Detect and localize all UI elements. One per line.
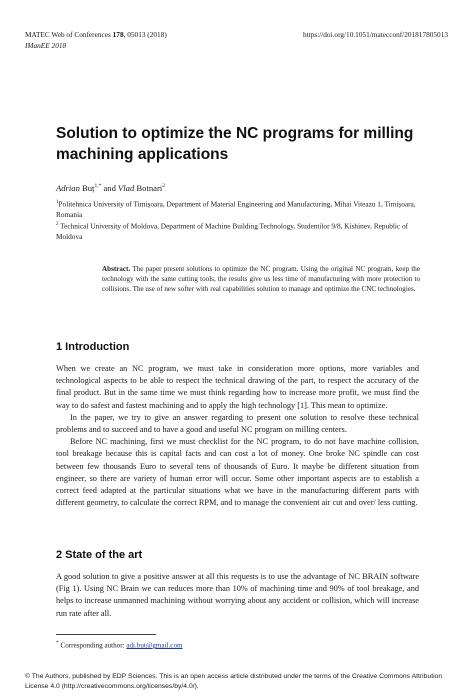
journal-header: [25, 30, 167, 51]
author2-affiliation-marker: 2: [162, 183, 165, 189]
affiliation-1: [56, 198, 426, 220]
journal-citation: [25, 30, 167, 41]
author1-last-name: Buț: [79, 182, 95, 193]
section-2-heading: 2 State of the art: [56, 549, 143, 561]
license-notice: © The Authors, published by EDP Sciences. This is an open access article distributed under the terms of the Creative Commons Attribution License 4.0 (http://creativecommons.org/licenses/by/4.0/).: [25, 673, 443, 690]
author2-first-name: Vlad: [118, 182, 135, 193]
abstract: [102, 264, 420, 294]
section-2-body: [56, 571, 419, 620]
affiliation-2-text: Technical University of Moldova, Department of Machine Building Technology, Studentilor 9/8, Kishinev, Republic of Moldova: [56, 221, 409, 241]
section-1-paragraph: In the paper, we try to give an answer regarding to present one solution to resolve these technical problems and to succeed and to have a good and useful NC program on milling centers.: [56, 412, 419, 435]
author-email-link[interactable]: adi.but@gmail.com: [126, 641, 183, 650]
corresponding-author-footnote: [56, 638, 183, 650]
section-1-body: [56, 363, 419, 509]
abstract-text: The paper present solutions to optimize the NC program. Using the original NC program, keep the technology with the same cutting tools, the results give us less time of manufacturing with more protection to collisions. The use of new softer with real capabilities solution to manage and optimize the CNC technologies.: [102, 265, 420, 294]
affiliation-2-marker: 2: [56, 222, 59, 227]
doi-link[interactable]: https://doi.org/10.1051/matecconf/201817805013: [303, 30, 448, 39]
section-2-paragraph: A good solution to give a positive answer at all this requests is to use the advantage of NC BRAIN software (Fig 1). Using NC Brain we can reduces more than 10% of machining time and 90% of tool breakage, and helps to increase unmanned machining without worrying about any accident or collision, which will increase run rate after all.: [56, 572, 419, 618]
author2-last-name: Botnari: [134, 182, 163, 193]
author-line: [56, 181, 165, 194]
journal-article-number: , 05013 (2018): [123, 30, 167, 39]
affiliation-1-marker: 1: [56, 200, 59, 205]
author-conjunction: and: [101, 182, 119, 193]
footnote-divider: [56, 634, 156, 635]
abstract-label: Abstract.: [102, 265, 131, 273]
section-1-paragraph: Before NC machining, first we must checklist for the NC program, to do not have machine collision, tool breakage because this is capital facts and can cost a lot of money. One broke NC spindle can cost between few thousands Euro to several tens of thousands of Euro. It maybe be different situation from engineer, so there are variety of human error will occur. Some other important aspects are to establish a correct feed adapted at the particular situations what we have in the manufacturing different parts with different geometry, to calculate the correct RPM, and to manage the convenient air cut and over/ less cutting.: [56, 437, 419, 508]
conference-name: IManEE 2018: [25, 40, 67, 50]
footnote-label: Corresponding author:: [58, 641, 127, 650]
affiliation-1-text: Politehnica University of Timișoara, Department of Material Engineering and Manufacturing, Mihai Viteazu 1, Timișoara, Romania: [56, 199, 416, 219]
author1-affiliation-marker: 1,*: [94, 183, 102, 189]
section-1-heading: 1 Introduction: [56, 341, 130, 353]
paper-title: Solution to optimize the NC programs for milling machining applications: [56, 125, 414, 163]
section-1-paragraph: When we create an NC program, we must take in consideration more options, more variables and technological aspects to be able to respect the technical drawing of the part, to respect the accuracy of the final product. But in the same time we must think regarding how to increase more profit, we must find the way to do safest and fastest machining and to apply the high technology [1]. This mean to optimize.: [56, 364, 419, 410]
footnote-marker: *: [56, 640, 59, 646]
affiliation-2: [56, 220, 426, 242]
journal-name: MATEC Web of Conferences: [25, 30, 113, 39]
journal-volume: 178: [112, 30, 124, 39]
author1-first-name: Adrian: [56, 182, 80, 193]
